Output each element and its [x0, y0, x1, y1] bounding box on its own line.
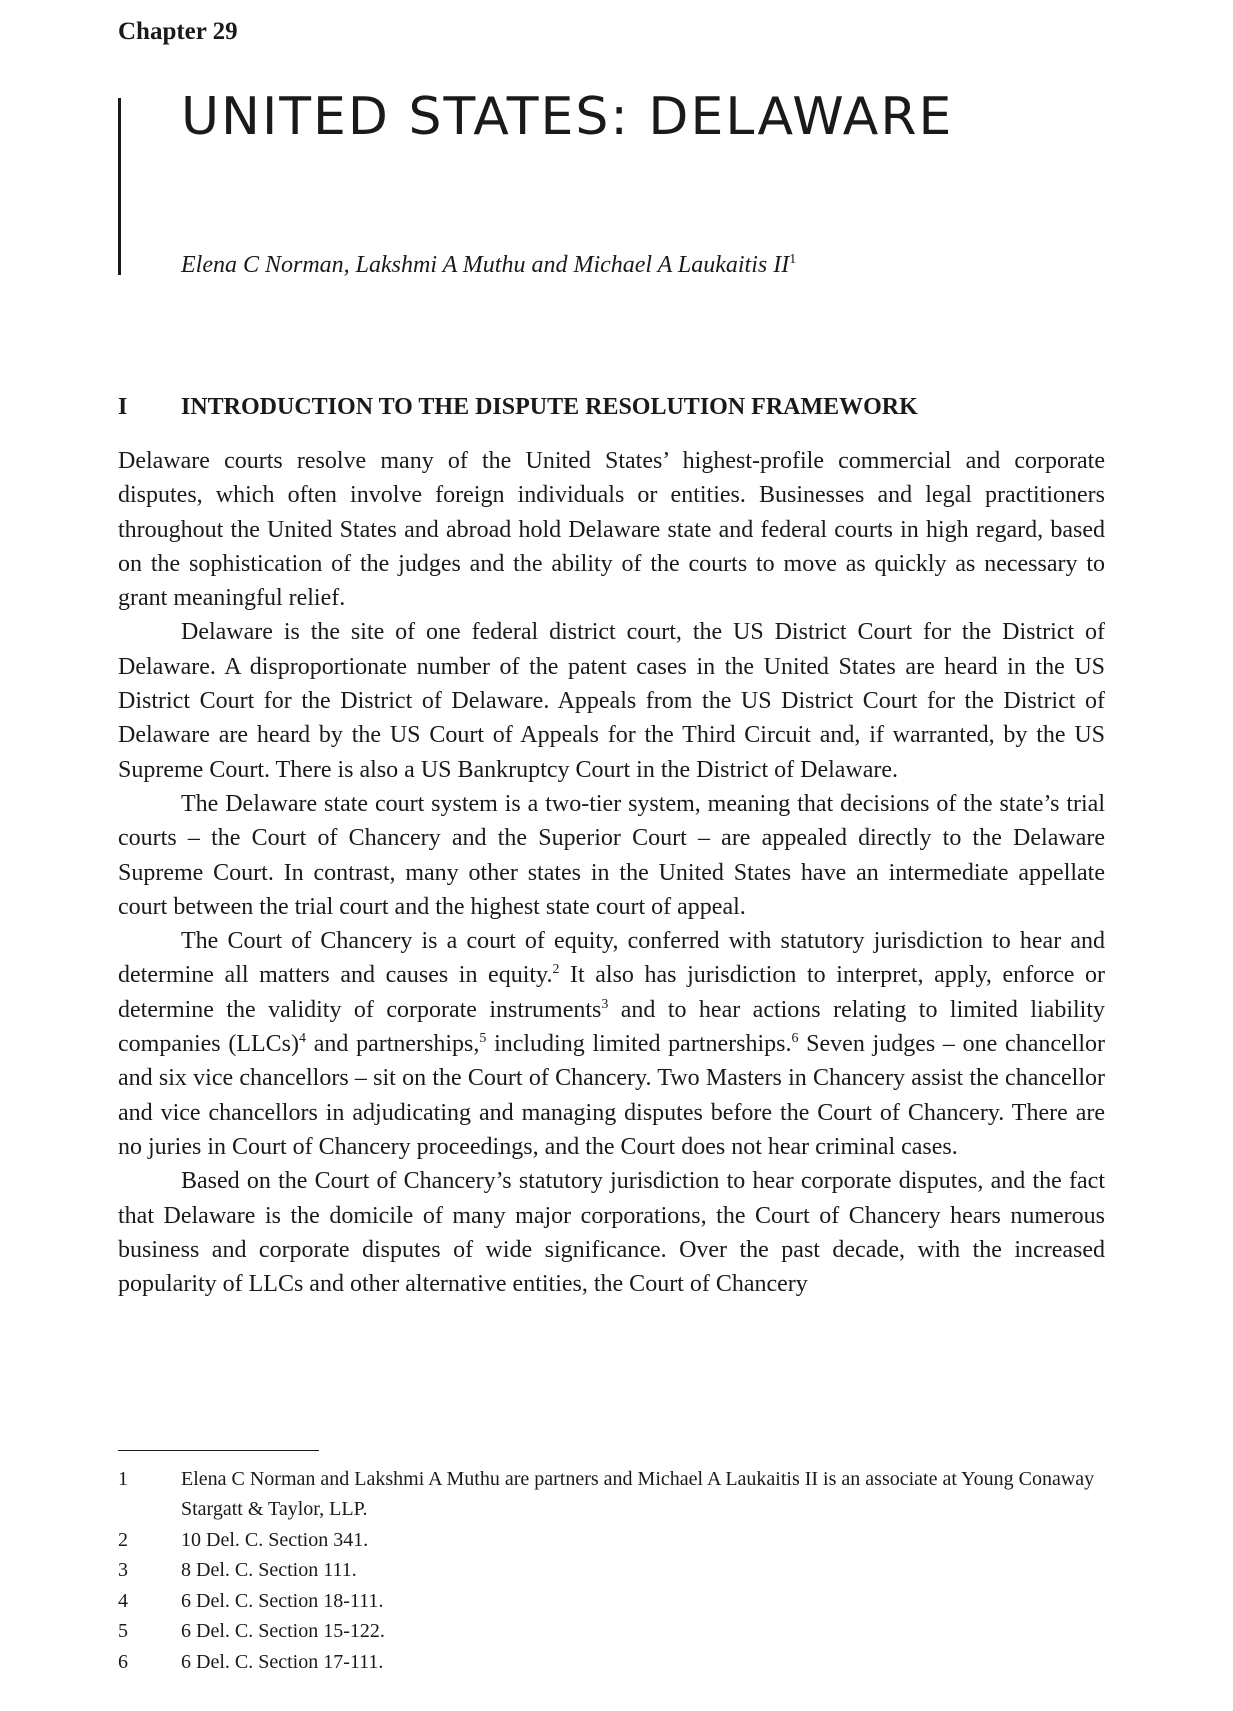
footnote-ref-6[interactable]: 6 — [791, 1031, 799, 1047]
footnote-ref-3[interactable]: 3 — [601, 996, 609, 1012]
footnote-number: 1 — [118, 1468, 128, 1490]
section-heading — [118, 394, 918, 421]
footnote-text: Elena C Norman and Lakshmi A Muthu are partners and Michael A Laukaitis II is an associate at Young Conaway Stargatt & Taylor, LLP. — [181, 1468, 1095, 1520]
author-line — [181, 252, 796, 279]
paragraph-4-part-c: and to hear actions relating to limited liability companies (LLCs) — [118, 996, 1105, 1058]
footnote-text: 6 Del. C. Section 18-111. — [181, 1589, 384, 1612]
paragraph-3: The Delaware state court system is a two-tier system, meaning that decisions of the state’s trial courts – the Court of Chancery and the Superior Court – are appealed directly to the Delaware Supreme Court. In contrast, many other states in the United States have an intermediate appellate court between the trial court and the highest state court of appeal. — [118, 790, 1105, 920]
body-text — [118, 444, 1105, 1301]
footnote-ref-4[interactable]: 4 — [299, 1031, 306, 1047]
paragraph-4-part-b: It also has jurisdiction to interpret, apply, enforce or determine the validity of corporate instruments — [118, 962, 1105, 1023]
paragraph-1: Delaware courts resolve many of the United States’ highest-profile commercial and corporate disputes, which often involve foreign individuals or entities. Businesses and legal practitioners throughout the United States and abroad hold Delaware state and federal courts in high regard, based on the sophistication of the judges and the ability of the courts to move as quickly as necessary to grant meaningful relief. — [118, 448, 1105, 612]
section-title: INTRODUCTION TO THE DISPUTE RESOLUTION FRAMEWORK — [181, 394, 918, 420]
footnote-number: 4 — [118, 1589, 128, 1612]
author-names: Elena C Norman, Lakshmi A Muthu and Michael A Laukaitis II — [181, 252, 790, 278]
footnote-text: 6 Del. C. Section 15-122. — [181, 1620, 385, 1642]
section-number: I — [118, 394, 128, 420]
paragraph-4-part-d: and partnerships, — [305, 1031, 480, 1058]
footnote-number: 2 — [118, 1528, 128, 1551]
footnote-text: 10 Del. C. Section 341. — [181, 1528, 369, 1551]
title-vertical-rule — [118, 98, 121, 275]
paragraph-4-part-f: Seven judges – one chancellor and six vice chancellors – sit on the Court of Chancery. Two Masters in Chancery assist the chancellor and vice chancellors in adjudicating and managing disputes before the Court of Chancery. There are no juries in Court of Chancery proceedings, and the Court does not hear criminal cases. — [118, 1031, 1105, 1160]
footnotes — [118, 1464, 1105, 1677]
footnote-text: 6 Del. C. Section 17-111. — [181, 1650, 384, 1673]
footnote-ref-1[interactable]: 1 — [789, 252, 797, 267]
footnote-number: 3 — [118, 1559, 128, 1581]
paragraph-4-part-e: including limited partnerships. — [486, 1031, 792, 1058]
chapter-title: UNITED STATES: DELAWARE — [181, 87, 954, 147]
footnote-item — [118, 1555, 1105, 1585]
paragraph-4 — [118, 924, 1105, 1164]
footnote-item — [118, 1616, 1105, 1646]
footnote-item — [118, 1464, 1105, 1524]
footnote-item — [118, 1647, 1105, 1677]
footnote-item — [118, 1525, 1105, 1555]
footnote-number: 6 — [118, 1650, 128, 1673]
chapter-label: Chapter 29 — [118, 18, 238, 45]
footnote-text: 8 Del. C. Section 111. — [181, 1559, 357, 1581]
footnote-ref-2[interactable]: 2 — [552, 962, 560, 978]
paragraph-5: Based on the Court of Chancery’s statutory jurisdiction to hear corporate disputes, and the fact that Delaware is the domicile of many major corporations, the Court of Chancery hears numerous business and corporate disputes of wide significance. Over the past decade, with the increased popularity of LLCs and other alternative entities, the Court of Chancery — [118, 1168, 1105, 1298]
paragraph-4-part-a: The Court of Chancery is a court of equity, conferred with statutory jurisdiction to hear and determine all matters and causes in equity. — [118, 928, 1105, 989]
footnote-ref-5[interactable]: 5 — [479, 1031, 487, 1047]
footnote-separator — [118, 1450, 319, 1451]
paragraph-2: Delaware is the site of one federal district court, the US District Court for the District of Delaware. A disproportionate number of the patent cases in the United States are heard in the US District Court for the District of Delaware. Appeals from the US District Court for the District of Delaware are heard by the US Court of Appeals for the Third Circuit and, if warranted, by the US Supreme Court. There is also a US Bankruptcy Court in the District of Delaware. — [118, 619, 1105, 783]
footnote-number: 5 — [118, 1620, 128, 1642]
footnote-item — [118, 1586, 1105, 1616]
